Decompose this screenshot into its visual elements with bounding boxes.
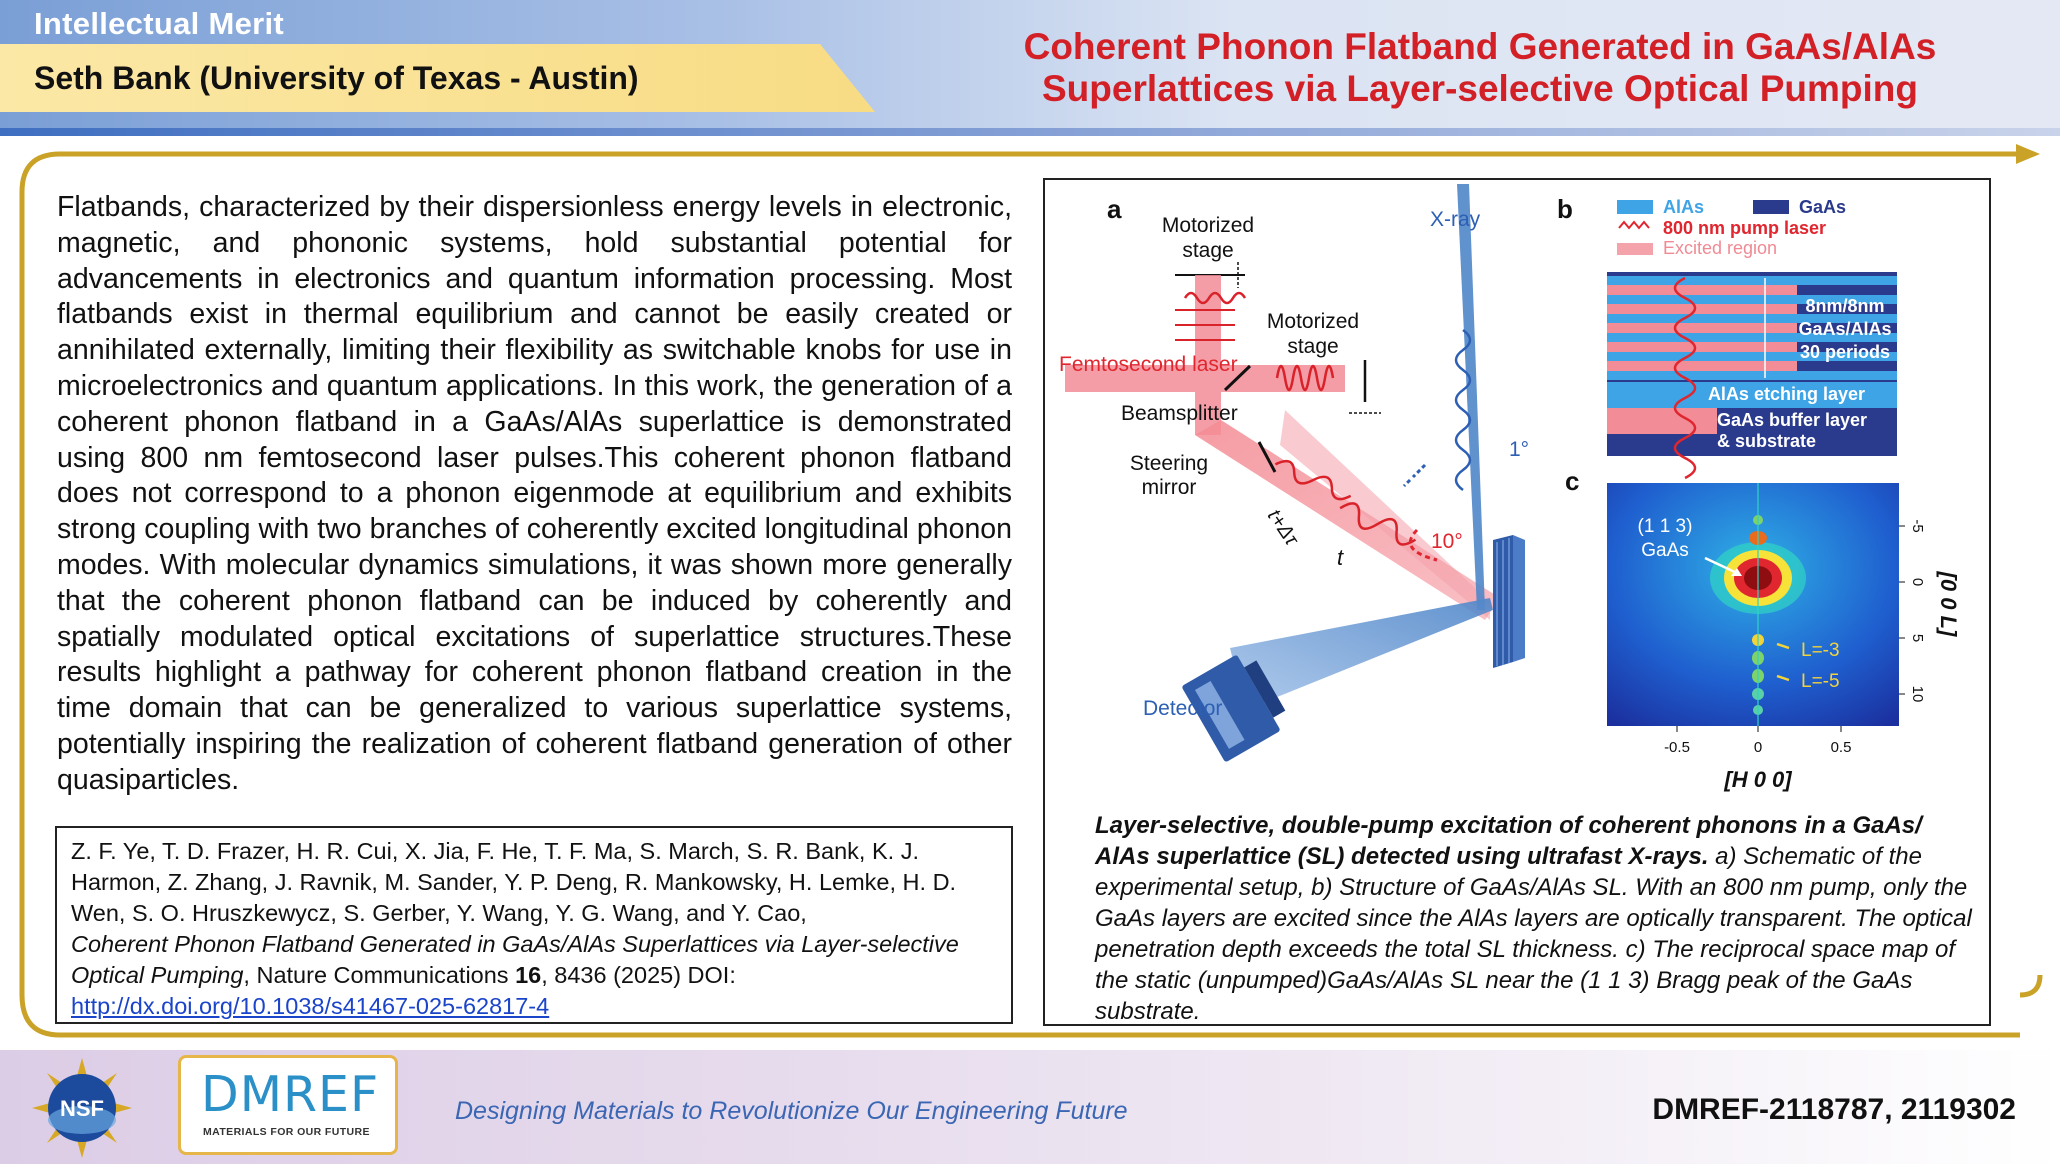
sl-period-label: 8nm/8nm xyxy=(1805,296,1885,316)
header-accent-stripe xyxy=(0,128,2060,136)
legend-pump: 800 nm pump laser xyxy=(1663,218,1827,238)
author-name: Seth Bank (University of Texas - Austin) xyxy=(34,60,639,96)
legend-excited-swatch xyxy=(1617,243,1653,255)
motorized-stage-label-1b: stage xyxy=(1182,239,1234,262)
figure-caption xyxy=(1095,810,1975,1027)
citation-authors: Z. F. Ye, T. D. Frazer, H. R. Cui, X. Jia, F. He, T. F. Ma, S. March, S. R. Bank, K. J. Harmon, Z. Zhang, J. Ravnik, M. Sander, Y. P. Deng, R. Mankowsky, H. Lemke, H. D. Wen, S. O. Hruszkewycz, S. Gerber, Y. Wang, Y. G. Wang, and Y. Cao, xyxy=(71,838,957,926)
femtosecond-laser-label: Femtosecond laser xyxy=(1059,353,1238,376)
detector-label: Detector xyxy=(1143,697,1223,720)
xray-label: X-ray xyxy=(1430,208,1481,231)
x-axis-ticks xyxy=(1677,726,1841,732)
y-tick-3: 5 xyxy=(1909,633,1926,643)
peak-index-label: (1 1 3) xyxy=(1637,516,1693,537)
citation-pages: , 8436 (2025) DOI: xyxy=(541,962,736,988)
legend-gaas: GaAs xyxy=(1799,197,1847,217)
dmref-logo xyxy=(178,1055,398,1155)
beamsplitter-label: Beamsplitter xyxy=(1121,402,1238,425)
legend-gaas-swatch xyxy=(1753,200,1789,214)
citation-volume: 16 xyxy=(515,962,542,988)
page-title: Coherent Phonon Flatband Generated in GaAs/AlAs Superlattices via Layer-selective Optical Pumping xyxy=(1023,26,1937,109)
time-label: t xyxy=(1337,545,1344,570)
nsf-text: NSF xyxy=(60,1096,104,1121)
figure-graphic xyxy=(1045,180,1989,800)
x-tick-2: 0 xyxy=(1753,739,1763,756)
dmref-wordmark: DMREF xyxy=(201,1066,380,1123)
award-numbers: DMREF-2118787, 2119302 xyxy=(1652,1093,2016,1126)
motorized-stage-label-2: Motorized xyxy=(1266,310,1360,333)
steering-mirror-label-b: mirror xyxy=(1141,476,1197,499)
caption-rest: a) Schematic of the experimental setup, b) Structure of GaAs/AlAs SL. With an 800 nm pump, only the GaAs layers are excited since the AlAs layers are optically transparent. The optical penetration depth exceeds the total SL thickness. c) The reciprocal space map of the static (unpumped)GaAs/AlAs SL near the (1 1 3) Bragg peak of the GaAs substrate. xyxy=(1095,843,1972,1025)
motorized-stage-label-1: Motorized xyxy=(1161,214,1255,237)
sl-material-label: GaAs/AlAs xyxy=(1798,319,1892,339)
legend-alas-swatch xyxy=(1617,200,1653,214)
delay-label: t+Δτ xyxy=(1262,505,1303,550)
panel-c-label: c xyxy=(1565,466,1580,496)
panel-a-label: a xyxy=(1107,194,1122,224)
category-label: Intellectual Merit xyxy=(34,6,285,41)
legend-alas: AlAs xyxy=(1663,197,1705,217)
citation-title: Coherent Phonon Flatband Generated in GaAs/AlAs Superlattices via Layer-selective Optical Pumping xyxy=(71,931,959,988)
xray-angle-arrow xyxy=(1404,465,1425,486)
citation-journal: , Nature Communications xyxy=(243,962,516,988)
figure-panel xyxy=(1043,178,1991,1026)
nsf-logo xyxy=(32,1058,132,1158)
laser-beam-diagonal-2 xyxy=(1280,410,1490,620)
y-axis-ticks xyxy=(1899,526,1905,694)
legend-pump-swatch xyxy=(1619,222,1649,228)
angle-10-label: 10° xyxy=(1431,530,1463,553)
sl-count-label: 30 periods xyxy=(1799,342,1891,362)
abstract-text: Flatbands, characterized by their dispersionless energy levels in electronic, magnetic, and phononic systems, hold substantial potential for advancements in electronics and quantum information processing. Most flatbands exist in thermal equilibrium and cannot be easily created or annihilated externally, limiting their flexibility as switchable knobs for use in microelectronics and quantum applications. In this work, the generation of a coherent phonon flatband in a GaAs/AlAs superlattice is demonstrated using 800 nm femtosecond laser pulses.This coherent phonon flatband does not correspond to a phonon eigenmode at equilibrium and exhibits strong coupling with two branches of coherently excited longitudinal phonon modes. With molecular dynamics simulations, it was shown more generally that the coherent phonon flatband can be induced by coherently and spatially modulated optical excitations of superlattice structures.These results highlight a pathway for coherent phonon flatband creation in the time domain that can be generalized to various superlattice systems, potentially inspiring the realization of coherent flatband generation of other quasiparticles. xyxy=(57,191,1012,796)
caption-bold: Layer-selective, double-pump excitation of coherent phonons in a GaAs/ AlAs superlattice (SL) detected using ultrafast X-rays. xyxy=(1095,812,1922,870)
x-tick-1: -0.5 xyxy=(1664,739,1690,756)
l-minus-3-label: L=-3 xyxy=(1801,640,1840,661)
y-axis-label: [0 0 L] xyxy=(1936,571,1961,637)
substrate-label: & substrate xyxy=(1717,431,1817,451)
x-tick-3: 0.5 xyxy=(1830,739,1852,756)
citation-box xyxy=(55,826,1013,1024)
buffer-layer-label: GaAs buffer layer xyxy=(1717,410,1868,430)
x-axis-label: [H 0 0] xyxy=(1724,767,1792,792)
y-tick-2: 0 xyxy=(1909,577,1926,587)
laser-beam-vertical xyxy=(1195,275,1221,365)
etching-layer-label: AlAs etching layer xyxy=(1707,384,1865,404)
legend-excited: Excited region xyxy=(1663,238,1778,258)
footer-tagline: Designing Materials to Revolutionize Our Engineering Future xyxy=(455,1097,1128,1125)
y-tick-1: -5 xyxy=(1909,519,1926,533)
angle-1-label: 1° xyxy=(1509,438,1530,461)
motorized-stage-label-2b: stage xyxy=(1287,335,1339,358)
l-minus-5-label: L=-5 xyxy=(1801,671,1840,692)
citation xyxy=(71,836,1001,1022)
sample-side xyxy=(1513,535,1525,662)
steering-mirror-label: Steering xyxy=(1129,452,1209,475)
doi-link[interactable]: http://dx.doi.org/10.1038/s41467-025-62817-4 xyxy=(71,993,550,1019)
peak-material-label: GaAs xyxy=(1641,540,1689,561)
y-tick-4: 10 xyxy=(1909,685,1926,703)
dmref-subtitle: MATERIALS FOR OUR FUTURE xyxy=(203,1126,370,1138)
panel-b-label: b xyxy=(1557,194,1573,224)
